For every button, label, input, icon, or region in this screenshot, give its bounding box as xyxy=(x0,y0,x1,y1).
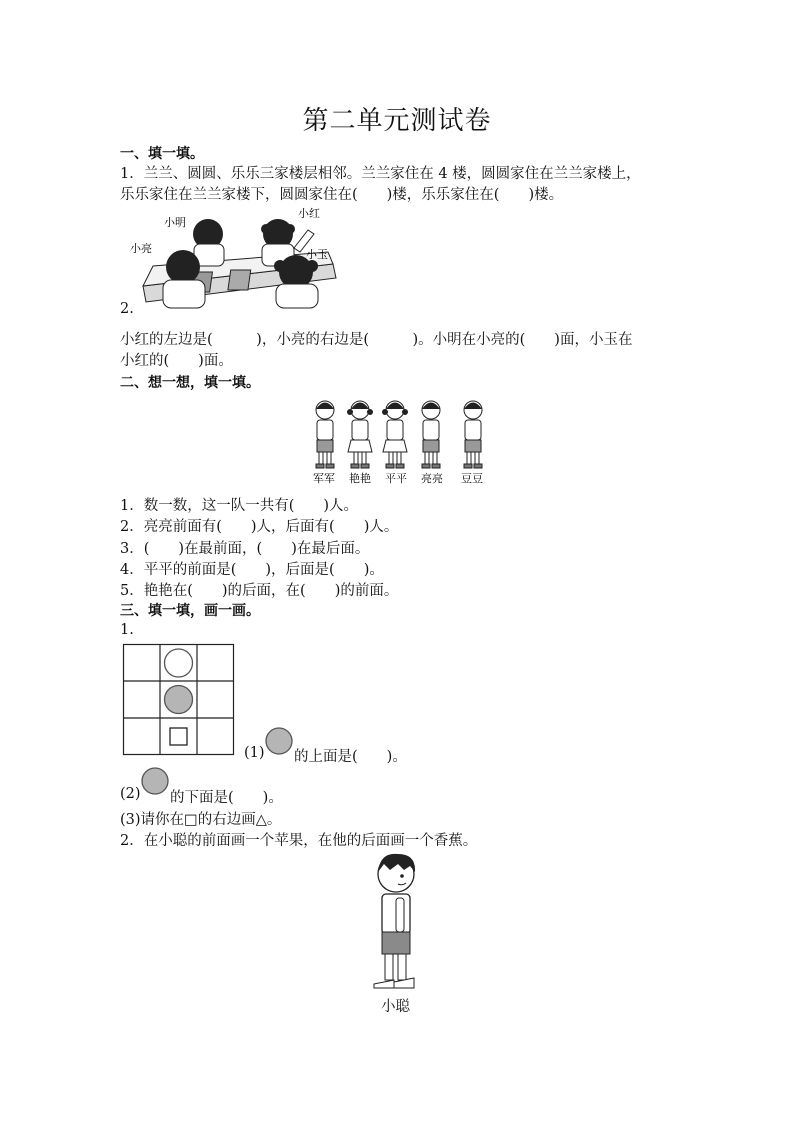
sub-question-2-text: 的下面是( )。 xyxy=(170,790,283,806)
section-2-question-2: 2．亮亮前面有( )人，后面有( )人。 xyxy=(120,519,399,535)
section-2-question-1: 1．数一数，这一队一共有( )人。 xyxy=(120,498,359,514)
sub-question-1-prefix: (1) xyxy=(244,745,265,761)
child-name-junjun: 军军 xyxy=(313,472,335,485)
question-2-number: 2. xyxy=(120,301,134,317)
section-2-question-4: 4．平平的前面是( )，后面是( )。 xyxy=(120,562,384,578)
label-xiaoyu: 小玉 xyxy=(306,248,328,261)
child-figure xyxy=(382,401,408,468)
child-name-doudou: 豆豆 xyxy=(461,472,483,485)
classroom-picture xyxy=(128,204,340,312)
boy-xiaocong-picture xyxy=(360,850,430,995)
section-3-heading: 三、填一填，画一画。 xyxy=(120,603,260,619)
section-3-question-2: 2．在小聪的前面画一个苹果，在他的后面画一个香蕉。 xyxy=(120,833,478,849)
label-xiaohong: 小红 xyxy=(298,207,320,220)
white-ball-icon xyxy=(165,649,193,677)
child-figure xyxy=(347,401,373,468)
question-1-line-1: 1．兰兰、圆圆、乐乐三家楼层相邻。兰兰家住在 4 楼，圆圆家住在兰兰家楼上， xyxy=(120,166,641,182)
section-2-question-3: 3．( )在最前面，( )在最后面。 xyxy=(120,541,370,557)
gray-ball-icon xyxy=(165,686,193,714)
question-1-line-2: 乐乐家住在兰兰家楼下，圆圆家住在( )楼，乐乐家住在( )楼。 xyxy=(120,187,564,203)
section-1-heading: 一、填一填。 xyxy=(120,146,204,162)
sub-question-2-prefix: (2) xyxy=(120,786,141,802)
label-xiaoming: 小明 xyxy=(164,216,186,229)
question-2-line-2: 小红的( )面。 xyxy=(120,353,233,369)
child-figure xyxy=(422,401,440,468)
boy-name-label: 小聪 xyxy=(381,999,410,1015)
label-xiaoliang: 小亮 xyxy=(130,242,152,255)
section-2-heading: 二、想一想，填一填。 xyxy=(120,375,260,391)
page-title: 第二单元测试卷 xyxy=(302,106,492,136)
gray-ball-icon xyxy=(141,767,169,795)
child-name-yanyan: 艳艳 xyxy=(349,472,371,485)
child-name-pingping: 平平 xyxy=(385,472,407,485)
children-line-picture xyxy=(305,398,495,488)
child-figure xyxy=(464,401,482,468)
sub-question-1-text: 的上面是( )。 xyxy=(294,749,407,765)
sub-question-3: (3)请你在□的右边画△。 xyxy=(120,812,282,828)
section-2-question-5: 5．艳艳在( )的后面，在( )的前面。 xyxy=(120,583,399,599)
section-3-question-1-number: 1. xyxy=(120,622,134,638)
child-name-liangliang: 亮亮 xyxy=(421,472,443,485)
square-icon xyxy=(170,728,187,745)
child-figure xyxy=(316,401,334,468)
gray-ball-icon xyxy=(265,727,293,755)
question-2-line-1: 小红的左边是( )，小亮的右边是( )。小明在小亮的( )面，小玉在 xyxy=(120,332,633,348)
position-grid xyxy=(123,644,235,756)
